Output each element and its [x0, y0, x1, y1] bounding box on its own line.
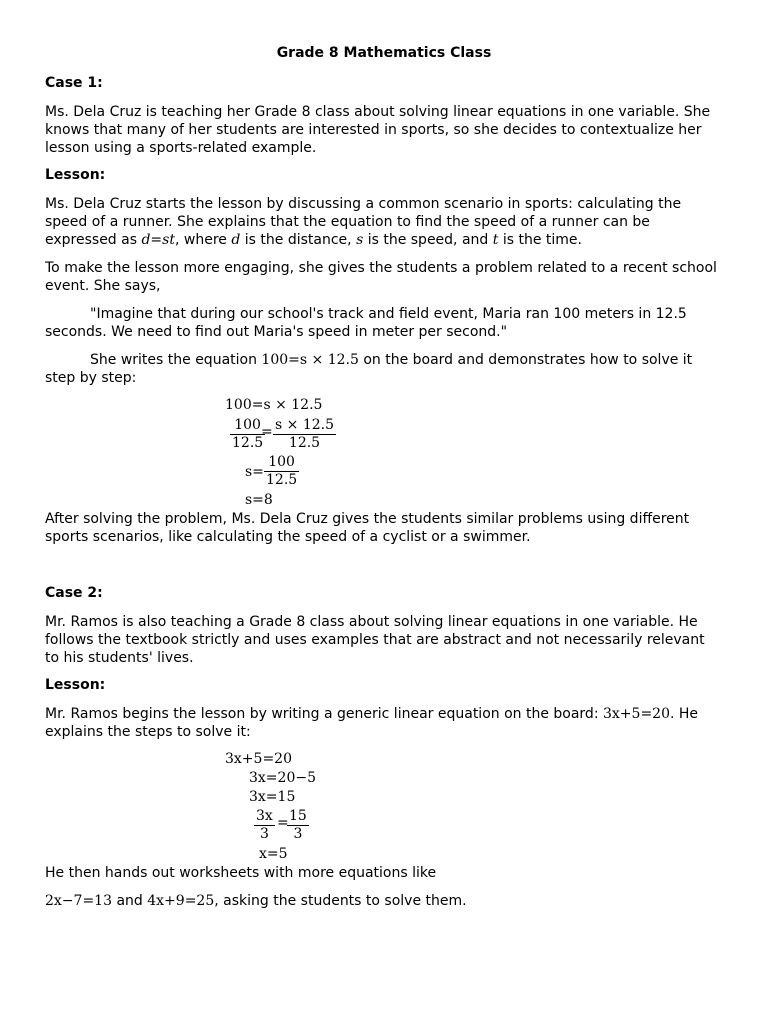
worksheet-equation-a: 2x−7=13: [45, 893, 112, 909]
variable-t: t: [492, 232, 499, 248]
lesson-text: Mr. Ramos begins the lesson by writing a generic linear equation on the board:: [45, 706, 599, 722]
case2-heading: Case 2:: [45, 585, 103, 601]
case2-intro: Mr. Ramos is also teaching a Grade 8 class about solving linear equations in one variable. He follows the textbook strictly and uses examples that are abstract and not necessarily relevant to his students' lives.: [45, 614, 705, 666]
writes-text-end: on the board and demonstrates how to solve it step by step:: [45, 352, 693, 386]
case1-heading: Case 1:: [45, 75, 103, 91]
case1-quote: "Imagine that during our school's track and field event, Maria ran 100 meters in 12.5 seconds. We need to find out Maria's speed in meter per second.": [45, 306, 687, 340]
lesson-text-where: , where: [174, 232, 227, 248]
case1-step-3-left: s=: [245, 464, 264, 480]
case1-lesson-paragraph: [45, 195, 723, 249]
case2-step-1: 3x+5=20: [225, 751, 292, 767]
lesson-text-time: is the time.: [502, 232, 582, 248]
case1-step-2-left-fraction: [230, 417, 265, 451]
case1-step-4: s=8: [245, 492, 273, 508]
speed-formula: d=st: [141, 232, 175, 248]
fraction-numerator: 100: [268, 454, 295, 470]
case1-after-paragraph: After solving the problem, Ms. Dela Cruz gives the students similar problems using different sports scenarios, like calculating the speed of a cyclist or a swimmer.: [45, 511, 690, 545]
case2-step-2: 3x=20−5: [249, 770, 316, 786]
case1-lesson-heading: Lesson:: [45, 167, 106, 183]
lesson-text-speed: is the speed, and: [367, 232, 489, 248]
fraction-numerator: 3x: [256, 808, 273, 824]
and-text: and: [116, 893, 143, 909]
case1-step-2-right-fraction: [273, 417, 336, 451]
variable-s: s: [356, 232, 364, 248]
case2-step-5: x=5: [259, 846, 288, 862]
fraction-denominator: 3: [293, 826, 303, 842]
case1-engaging-paragraph: To make the lesson more engaging, she gives the students a problem related to a recent school event. She says,: [45, 260, 717, 294]
writes-text: She writes the equation: [90, 352, 257, 368]
case1-writes-paragraph: [45, 351, 723, 387]
fraction-denominator: 12.5: [288, 435, 321, 451]
writes-equation: 100=s × 12.5: [261, 352, 359, 368]
case2-lesson-paragraph: [45, 705, 723, 741]
case2-step-4-right-fraction: [287, 808, 309, 842]
fraction-denominator: 3: [259, 826, 269, 842]
fraction-numerator: 15: [289, 808, 307, 824]
case2-worksheet-equations: [45, 892, 723, 910]
equals-sign: =: [261, 424, 273, 440]
case2-step-3: 3x=15: [249, 789, 296, 805]
lesson-equation: 3x+5=20: [603, 706, 670, 722]
lesson-text-end: . He explains the steps to solve it:: [45, 706, 699, 740]
fraction-denominator: 12.5: [266, 472, 298, 488]
equals-sign: =: [277, 815, 289, 831]
fraction-numerator: s × 12.5: [275, 417, 334, 433]
fraction-denominator: 12.5: [232, 435, 264, 451]
case2-lesson-heading: Lesson:: [45, 677, 106, 693]
case2-worksheets-text: He then hands out worksheets with more equations like: [45, 865, 437, 881]
lesson-text: Ms. Dela Cruz starts the lesson by discussing a common scenario in sports: calculating the speed of a runner. She explains that the equation to find the speed of a runner can be expressed as: [45, 196, 682, 248]
case2-step-4-left-fraction: [254, 808, 275, 842]
case1-step-1: 100=s × 12.5: [225, 397, 323, 413]
asking-text: , asking the students to solve them.: [214, 893, 467, 909]
fraction-numerator: 100: [234, 417, 261, 433]
worksheet-equation-b: 4x+9=25: [147, 893, 215, 909]
case1-step-3-fraction: [264, 454, 299, 488]
lesson-text-distance: is the distance,: [244, 232, 352, 248]
variable-d: d: [231, 232, 241, 248]
case1-intro: Ms. Dela Cruz is teaching her Grade 8 class about solving linear equations in one variable. She knows that many of her students are interested in sports, so she decides to contextualize her lesson using a sports-related example.: [45, 104, 711, 156]
page-title: Grade 8 Mathematics Class: [276, 45, 492, 61]
